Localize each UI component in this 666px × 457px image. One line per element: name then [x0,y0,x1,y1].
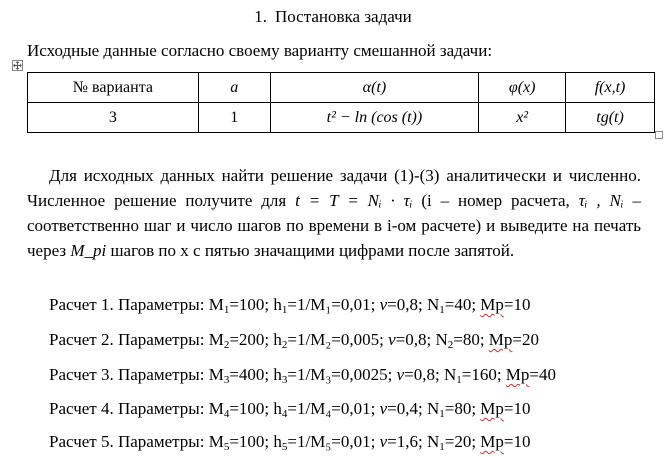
cell-phi: x² [479,103,566,133]
time-formula: t = T = Nᵢ · τᵢ [295,191,413,210]
calc-line-5: Расчет 5. Параметры: $M_5=100$; $h_5=1/M_5=0,01$; ν=1,6; $N_1=20$; Mp=10 [49,432,531,453]
table-move-handle-icon[interactable] [12,60,23,71]
table-row [28,103,655,133]
header-f: f(x,t) [566,73,655,103]
header-variant: № варианта [28,73,199,103]
cell-alpha: t² − ln (cos (t)) [270,103,479,133]
cell-a: 1 [198,103,270,133]
variant-table [27,72,655,133]
calc-line-3: Расчет 3. Параметры: $M_3=400$; $h_3=1/M_3=0,0025$; ν=0,8; $N_1=160$; Mp=40 [49,365,557,386]
header-a: a [198,73,270,103]
step-vars: τᵢ , Nᵢ [578,191,624,210]
section-number: 1. [254,7,267,26]
table-header-row [28,73,655,103]
task-paragraph: Для исходных данных найти решение задачи (1)-(3) аналитически и численно. Численное решение получите для t = T = Nᵢ · τᵢ (i – номер расчета, τᵢ , Nᵢ – соответственно шаг и число шагов по времени в i-ом расчете) и выведите на печать через M_pi шагов по x с пятью значащими цифрами после запятой. [27,166,641,260]
table-resize-handle-icon[interactable] [655,131,663,139]
calc-line-4: Расчет 4. Параметры: $M_4=100$; $h_4=1/M_4=0,01$; ν=0,4; $N_1=80$; Mp=10 [49,399,531,420]
header-alpha: α(t) [270,73,479,103]
cell-variant: 3 [28,103,199,133]
calc-line-1: Расчет 1. Параметры: $M_1=100$; $h_1=1/M_1=0,01$; ν=0,8; $N_1=40$; Mp=10 [49,295,531,316]
intro-text: Исходные данные согласно своему варианту смешанной задачи: [27,41,493,60]
cell-f: tg(t) [566,103,655,133]
header-phi: φ(x) [479,73,566,103]
section-title: Постановка задачи [274,7,412,26]
mp-symbol: M_pi [70,241,107,260]
section-heading [0,6,666,28]
calc-line-2: Расчет 2. Параметры: $M_2=200$; $h_2=1/M_2=0,005$; ν=0,8; $N_2=80$; Mp=20 [49,330,540,351]
